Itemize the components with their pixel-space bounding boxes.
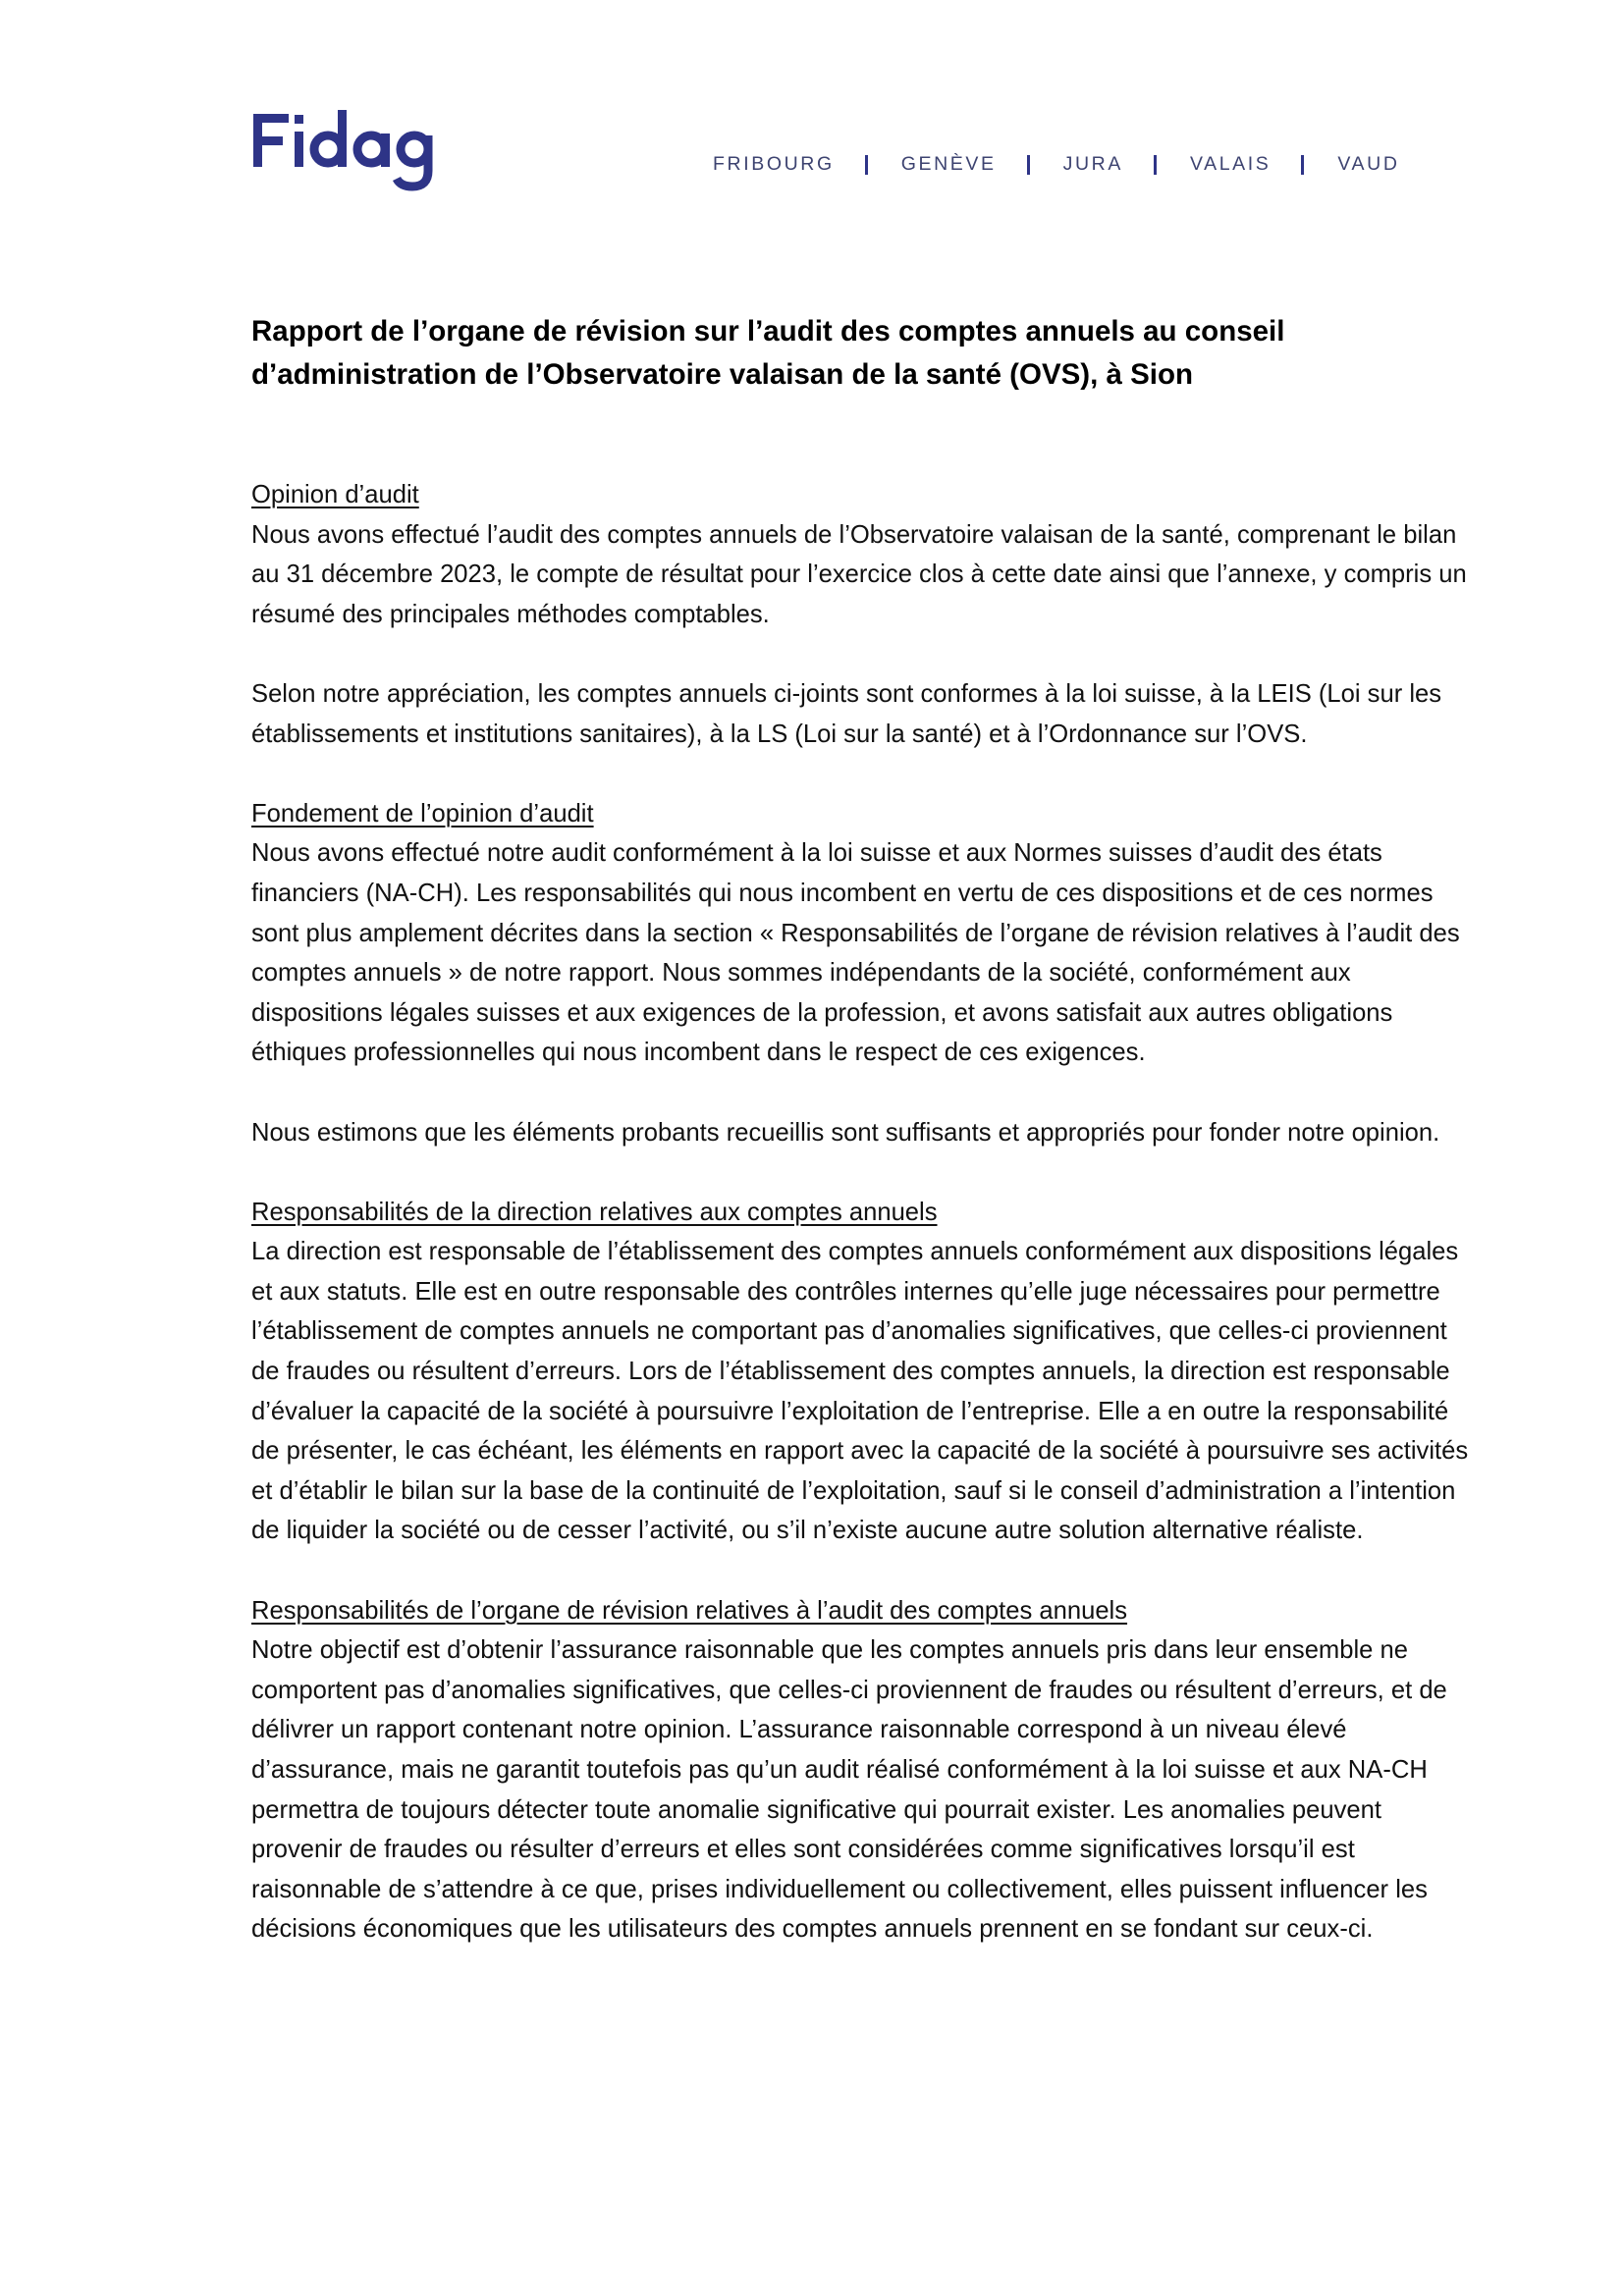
- office-separator: [1154, 155, 1157, 175]
- section-heading: Responsabilités de la direction relatives aux comptes annuels: [251, 1198, 938, 1226]
- report-title-line-1: Rapport de l’organe de révision sur l’audit des comptes annuels au conseil: [251, 315, 1285, 347]
- office-jura: JURA: [1062, 153, 1123, 175]
- office-valais: VALAIS: [1189, 153, 1272, 175]
- report-title: [251, 310, 1469, 397]
- office-fribourg: FRIBOURG: [713, 153, 835, 175]
- fidag-logo: [251, 110, 438, 192]
- office-separator: [865, 155, 868, 175]
- office-separator: [1027, 155, 1030, 175]
- office-vaud: VAUD: [1337, 153, 1400, 175]
- fidag-logo-mark: [251, 110, 438, 192]
- office-geneve: GENÈVE: [900, 153, 997, 175]
- section-heading: Responsabilités de l’organe de révision relatives à l’audit des comptes annuels: [251, 1596, 1128, 1625]
- section-heading: Fondement de l’opinion d’audit: [251, 799, 594, 828]
- office-separator: [1301, 155, 1304, 175]
- section-opinion-audit: [251, 475, 1479, 754]
- section-heading: Opinion d’audit: [251, 481, 419, 508]
- paragraph: Selon notre appréciation, les comptes annuels ci-joints sont conformes à la loi suisse, à la LEIS (Loi sur les établissements et institutions sanitaires), à la LS (Loi sur la santé) et à l’Ordonnance sur l’OVS.: [251, 679, 1442, 748]
- paragraph: Nous avons effectué notre audit conformément à la loi suisse et aux Normes suisses d’audit des états financiers (NA-CH). Les responsabilités qui nous incombent en vertu de ces dispositions et de ces normes sont plus amplement décrites dans la section « Responsabilités de l’organe de révision relatives à l’audit des comptes annuels » de notre rapport. Nous sommes indépendants de la société, conformément aux dispositions légales suisses et aux exigences de la profession, et avons satisfait aux autres obligations éthiques professionnelles qui nous incombent dans le respect de ces exigences.: [251, 839, 1460, 1067]
- report-title-line-2: d’administration de l’Observatoire valaisan de la santé (OVS), à Sion: [251, 358, 1194, 391]
- office-locations: [713, 153, 1400, 176]
- report-body: [251, 475, 1479, 1990]
- paragraph: Nous estimons que les éléments probants recueillis sont suffisants et appropriés pour fonder notre opinion.: [251, 1118, 1440, 1147]
- section-fondement-opinion: [251, 794, 1479, 1152]
- section-responsabilites-organe-revision: [251, 1591, 1479, 1949]
- section-responsabilites-direction: [251, 1193, 1479, 1551]
- paragraph: Nous avons effectué l’audit des comptes annuels de l’Observatoire valaisan de la santé, comprenant le bilan au 31 décembre 2023, le compte de résultat pour l’exercice clos à cette date ainsi que l’annexe, y compris un résumé des principales méthodes comptables.: [251, 520, 1467, 628]
- paragraph: Notre objectif est d’obtenir l’assurance raisonnable que les comptes annuels pris dans leur ensemble ne comportent pas d’anomalies significatives, que celles-ci proviennent de fraudes ou résultent d’erreurs, et de délivrer un rapport contenant notre opinion. L’assurance raisonnable correspond à un niveau élevé d’assurance, mais ne garantit toutefois pas qu’un audit réalisé conformément à la loi suisse et aux NA-CH permettra de toujours détecter toute anomalie significative qui pourrait exister. Les anomalies peuvent provenir de fraudes ou résulter d’erreurs et elles sont considérées comme significatives lorsqu’il est raisonnable de s’attendre à ce que, prises individuellement ou collectivement, elles puissent influencer les décisions économiques que les utilisateurs des comptes annuels prennent en se fondant sur ceux-ci.: [251, 1636, 1447, 1944]
- paragraph: La direction est responsable de l’établissement des comptes annuels conformément aux dispositions légales et aux statuts. Elle est en outre responsable des contrôles internes qu’elle juge nécessaires pour permettre l’établissement de comptes annuels ne comportant pas d’anomalies significatives, que celles-ci proviennent de fraudes ou résultent d’erreurs. Lors de l’établissement des comptes annuels, la direction est responsable d’évaluer la capacité de la société à poursuivre l’exploitation de l’entreprise. Elle a en outre la responsabilité de présenter, le cas échéant, les éléments en rapport avec la capacité de la société à poursuivre ses activités et d’établir le bilan sur la base de la continuité de l’exploitation, sauf si le conseil d’administration a l’intention de liquider la société ou de cesser l’activité, ou s’il n’existe aucune autre solution alternative réaliste.: [251, 1238, 1469, 1545]
